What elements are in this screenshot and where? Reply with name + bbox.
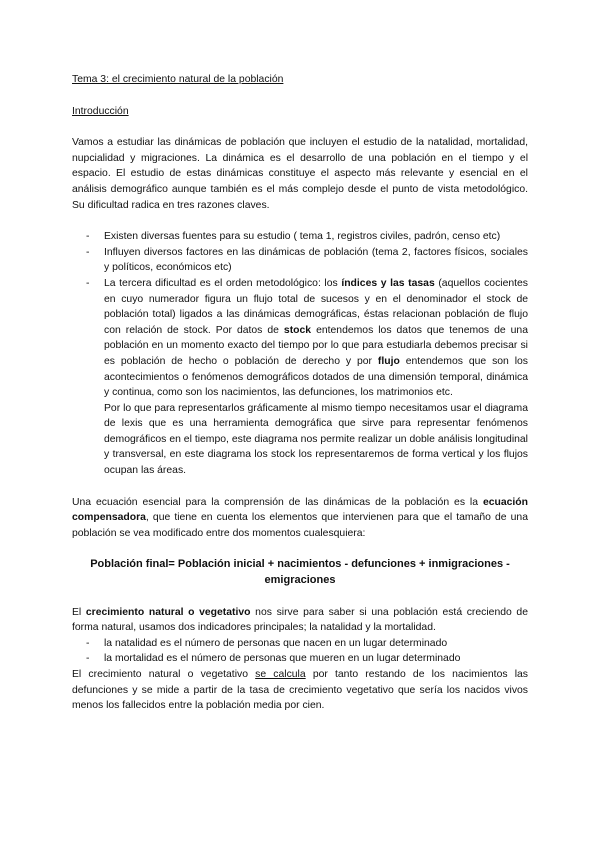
bold-term-crecimiento: crecimiento natural o vegetativo (85, 606, 251, 618)
list-item (104, 229, 528, 245)
equation-paragraph (72, 495, 528, 542)
bold-term-ecuacion: ecuación compensadora (72, 496, 528, 524)
list-item: - la natalidad es el número de personas que nacen en un lugar determinado (104, 636, 528, 652)
intro-paragraph: Vamos a estudiar las dinámicas de población que incluyen el estudio de la natalidad, mortalidad, nupcialidad y migraciones. La dinámica es el desarrollo de una población en el tiempo y el espacio. El estudio de estas dinámicas constituye el aspecto más relevante y esencial en el análisis demográfico aunque también es el más complejo desde el punto de vista metodológico. Su dificultad radica en tres razones claves. (72, 137, 528, 211)
list-item-paragraph (104, 276, 528, 401)
indicator-list (72, 636, 528, 667)
text-run: por tanto restando de los nacimientos las defunciones y se mide a partir de la tasa de crecimiento vegetativo que sería los nacidos vivos menos los fallecidos entre la población media por cien. (72, 669, 528, 712)
text-run: nos sirve para saber si una población está creciendo de forma natural, usamos dos indicadores principales; la natalidad y la mortalidad. (72, 606, 528, 634)
text-run: Una ecuación esencial para la comprensión de las dinámicas de la población es la (72, 496, 483, 508)
text-run: (aquellos cocientes en cuyo numerador figura un flujo total de sucesos y en el denominador el stock de población total) ligados a las dinámicas demográficas, éstas relacionan población de flujo con relación de stock. Por datos de (104, 277, 528, 336)
text-run: El crecimiento natural o vegetativo (72, 669, 256, 680)
bold-term-stock: stock (283, 324, 312, 336)
natural-growth-paragraph (72, 605, 528, 636)
list-item-text: Influyen diversos factores en las dinámicas de población (tema 2, factores físicos, sociales y políticos, económicos etc) (104, 246, 528, 274)
difficulty-list (72, 229, 528, 479)
list-item-text: Existen diversas fuentes para su estudio ( tema 1, registros civiles, padrón, censo etc) (104, 231, 501, 243)
bold-term-flujo: flujo (377, 355, 400, 367)
underlined-term: se calcula (255, 669, 306, 680)
list-item: - la mortalidad es el número de personas que mueren en un lugar determinado (104, 651, 528, 667)
text-run: , que tiene en cuenta los elementos que intervienen para que el tamaño de una población se vea modificado entre dos momentos cualesquiera: (72, 512, 528, 539)
lexis-paragraph: Por lo que para representarlos gráficamente al mismo tiempo necesitamos usar el diagrama de lexis que es una herramienta demográfica que sirve para representar fenómenos demográficos en el tiempo, este diagrama nos permite realizar un doble análisis longitudinal y transversal, en este diagrama los stock los representaremos de forma vertical y los flujos ocupan las áreas. (104, 402, 528, 477)
text-run: El (72, 606, 86, 618)
compensating-equation: Población final= Población inicial + nacimientos - defunciones + inmigraciones - emigraciones (90, 558, 510, 587)
bold-term-indices: índices y las tasas (341, 277, 435, 289)
text-run: La tercera dificultad es el orden metodológico: los (104, 277, 342, 289)
page-title: Tema 3: el crecimiento natural de la población (72, 74, 284, 85)
text-run: entendemos los datos que tenemos de una población en un momento exacto del tiempo por lo que para estudiarla debemos precisar si es población de hecho o población de derecho y por (104, 324, 528, 367)
list-item (104, 245, 528, 276)
calculation-paragraph (72, 667, 528, 714)
intro-heading: Introducción (72, 105, 129, 117)
text-run: entendemos que son los acontecimientos o fenómenos demográficos dotados de una dimensión temporal, dinámica y continua, como son los nacimientos, las defunciones, los matrimonios etc. (104, 355, 529, 399)
list-item (104, 276, 528, 479)
